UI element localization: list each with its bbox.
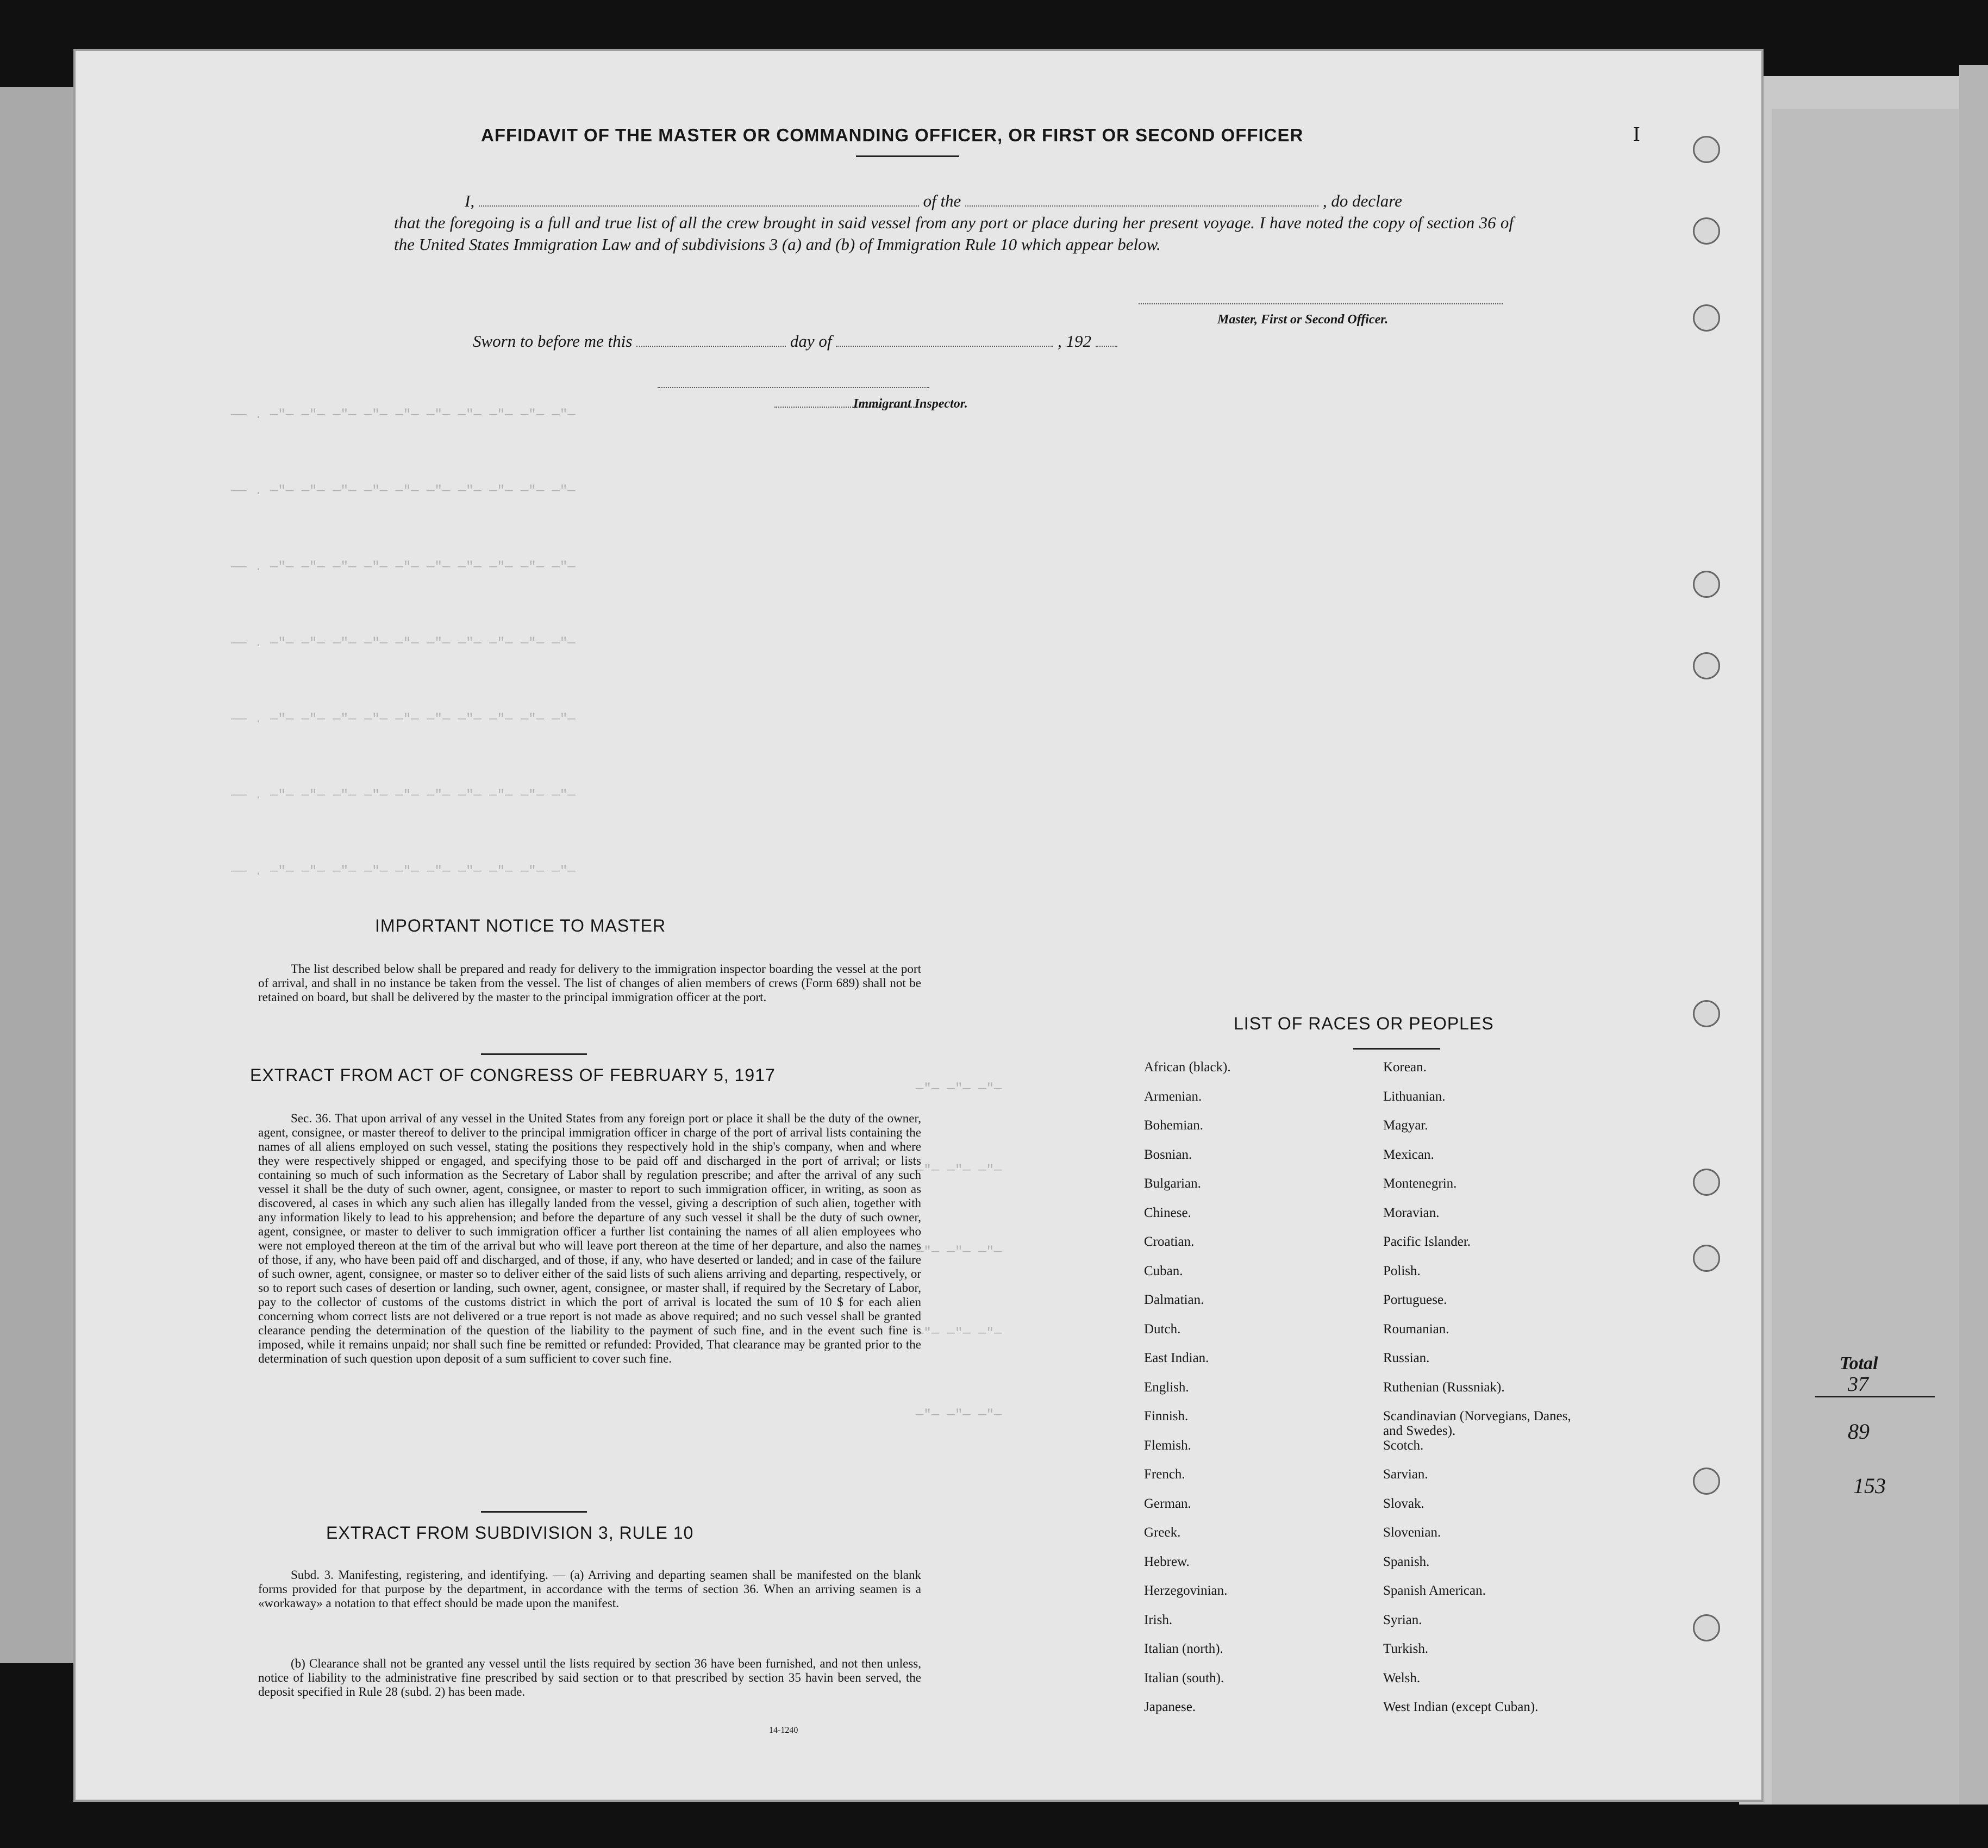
race-item: East Indian.: [1144, 1351, 1209, 1365]
total-value-1: 37: [1848, 1373, 1868, 1396]
inspector-signature-label: Immigrant Inspector.: [853, 397, 968, 411]
race-item: Armenian.: [1144, 1089, 1202, 1104]
race-item: Dalmatian.: [1144, 1293, 1204, 1307]
race-item: Cuban.: [1144, 1263, 1183, 1278]
race-item: English.: [1144, 1379, 1189, 1395]
race-item: Bosnian.: [1144, 1147, 1192, 1162]
show-through-row: —"— —"— —"—: [916, 1326, 1002, 1341]
do-declare-label: , do declare: [1322, 191, 1402, 210]
race-item: Ruthenian (Russniak).: [1383, 1379, 1505, 1395]
race-item: Hebrew.: [1144, 1554, 1190, 1569]
race-item: Turkish.: [1383, 1641, 1429, 1656]
act-title-rule: [481, 1053, 587, 1055]
races-title: LIST OF RACES OR PEOPLES: [1234, 1014, 1494, 1033]
right-page-edge: [1959, 65, 1988, 1805]
rule-body-b: (b) Clearance shall not be granted any vessel until the lists required by section 36 have been furnished, and not then unless, notice of liability to the administrative fine prescribed by said section or to that prescribed by section 35 havin been served, the deposit specified in Rule 28 (subd. 2) has been made.: [258, 1657, 921, 1699]
race-item: Greek.: [1144, 1525, 1181, 1540]
race-item: Spanish American.: [1383, 1583, 1486, 1598]
sworn-day-blank[interactable]: [636, 346, 786, 347]
race-item: Korean.: [1383, 1060, 1427, 1075]
sworn-line: [473, 332, 1117, 351]
affidavit-line-1: [394, 191, 1514, 211]
race-item: Bulgarian.: [1144, 1176, 1201, 1191]
race-item: Bohemian.: [1144, 1118, 1204, 1133]
act-title: EXTRACT FROM ACT OF CONGRESS OF FEBRUARY 5, 1917: [250, 1065, 776, 1085]
show-through-row: —— . —"— —"— —"— —"— —"— —"— —"— —"— —"— —"—: [231, 484, 576, 498]
show-through-row: —— . —"— —"— —"— —"— —"— —"— —"— —"— —"— —"—: [231, 864, 576, 879]
race-item: Japanese.: [1144, 1700, 1196, 1714]
act-body: Sec. 36. That upon arrival of any vessel in the United States from any foreign port or place it shall be the duty of the owner, agent, consignee, or master thereof to deliver to the principal immigration officer in charge of the port of arrival lists containing the names of all aliens employed on such vessel, stating the positions they respectively hold in the ship's company, when and where they were respectively shipped or engaged, and specifying those to be paid off and discharged in the port of arrival; or lists containing so much of such information as the Secretary of Labor shall by regulation prescribe; and after the arrival of any such vessel it shall be the duty of such owner, agent, consignee, or master to report to such immigration officer, in writing, as soon as discovered, al cases in which any such alien has illegally landed from the vessel, giving a description of such alien, together with any information likely to lead to his apprehension; and before the departure of any such vessel it shall be the duty of such owner, agent, consignee, or master to deliver to such immigration officer a further list containing the names of all alien employees who were not employed thereon at the tim of the arrival but who will leave port thereon at the time of her departure, and also the names of those, if any, who have been paid off and discharged, and of those, if any, who have deserted or landed; and in case of the failure of such owner, agent, consignee, or master so to deliver either of the said lists of such aliens arriving and departing, respectively, or so to report such cases of desertion or landing, such owner, agent, consignee, or master shall, if required by the Secretary of Labor, pay to the collector of customs of the customs district in which the port of arrival is located the sum of 10 $ for each alien concerning whom correct lists are not delivered or a true report is not made as above required; and no such vessel shall be granted clearance pending the determination of the question of the liability to the payment of such fine, and in the event such fine is imposed, while it remains unpaid; nor shall such fine be remitted or refunded: Provided, That clearance may be granted prior to the determination of such question upon deposit of a sum sufficient to cover such fine.: [258, 1112, 921, 1365]
race-item: Croatian.: [1144, 1234, 1195, 1249]
binding-hole: [1693, 217, 1720, 245]
race-item: Lithuanian.: [1383, 1089, 1446, 1104]
race-item: Slovak.: [1383, 1496, 1424, 1511]
race-item: Finnish.: [1144, 1409, 1189, 1424]
race-item: Chinese.: [1144, 1205, 1191, 1220]
total-label: Total: [1840, 1353, 1878, 1373]
show-through-row: —— . —"— —"— —"— —"— —"— —"— —"— —"— —"— —"—: [231, 712, 576, 727]
show-through-row: —"— —"— —"—: [916, 1163, 1002, 1178]
race-item: Russian.: [1383, 1351, 1430, 1365]
title-underline: [856, 155, 959, 157]
notice-body: The list described below shall be prepared and ready for delivery to the immigration inspector boarding the vessel at the port of arrival, and shall in no instance be taken from the vessel. The list of changes of alien members of crews (Form 689) shall not be retained on board, but shall be delivered by the master to the principal immigration officer at the port.: [258, 962, 921, 1004]
underlying-page-2: [1772, 109, 1967, 1805]
master-signature-label: Master, First or Second Officer.: [1217, 313, 1389, 327]
race-item: Mexican.: [1383, 1147, 1434, 1162]
race-item: Welsh.: [1383, 1670, 1421, 1685]
year-label: , 192: [1057, 332, 1091, 351]
races-title-rule: [1353, 1048, 1440, 1050]
page-number: I: [1633, 123, 1640, 146]
race-item: Slovenian.: [1383, 1525, 1441, 1540]
sworn-label: Sworn to before me this: [473, 332, 633, 351]
show-through-row: —— . —"— —"— —"— —"— —"— —"— —"— —"— —"— —"—: [231, 560, 576, 575]
affidavit-sheet: [73, 49, 1764, 1802]
race-item: Syrian.: [1383, 1612, 1422, 1627]
race-item: Roumanian.: [1383, 1321, 1449, 1337]
race-item: Moravian.: [1383, 1205, 1440, 1220]
rule-body-a: Subd. 3. Manifesting, registering, and identifying. — (a) Arriving and departing seamen shall be manifested on the blank forms provided for that purpose by the department, in accordance with the terms of section 36. When an arriving seamen is a «workaway» a notation to that effect should be made upon the manifest.: [258, 1568, 921, 1610]
declarant-name-blank[interactable]: [479, 205, 919, 207]
form-number: 14-1240: [769, 1726, 798, 1735]
race-item: Italian (north).: [1144, 1641, 1223, 1656]
day-of-label: day of: [790, 332, 832, 351]
race-item: Italian (south).: [1144, 1670, 1224, 1685]
race-item: Irish.: [1144, 1612, 1173, 1627]
binding-hole: [1693, 304, 1720, 332]
race-item: Sarvian.: [1383, 1467, 1428, 1482]
of-the-label: of the: [923, 191, 961, 210]
show-through-row: —"— —"— —"—: [916, 1408, 1002, 1422]
notice-title: IMPORTANT NOTICE TO MASTER: [375, 916, 666, 935]
race-item: Montenegrin.: [1383, 1176, 1457, 1191]
race-item: Portuguese.: [1383, 1293, 1447, 1307]
total-rule-1: [1815, 1396, 1935, 1397]
binding-hole: [1693, 571, 1720, 598]
binding-hole: [1693, 1000, 1720, 1027]
declarant-i: I,: [465, 191, 475, 210]
left-page-edge: [0, 87, 82, 1663]
rule-title-rule: [481, 1511, 587, 1513]
show-through-row: —— . —"— —"— —"— —"— —"— —"— —"— —"— —"— —"—: [231, 408, 576, 422]
binding-hole: [1693, 1245, 1720, 1272]
binding-hole: [1693, 1614, 1720, 1641]
show-through-row: —— . —"— —"— —"— —"— —"— —"— —"— —"— —"— —"—: [231, 788, 576, 803]
race-item: Scandinavian (Norvegians, Danes, and Swedes).: [1383, 1409, 1571, 1438]
affidavit-title: AFFIDAVIT OF THE MASTER OR COMMANDING OFFICER, OR FIRST OR SECOND OFFICER: [481, 125, 1304, 145]
race-item: West Indian (except Cuban).: [1383, 1700, 1539, 1714]
rule-title: EXTRACT FROM SUBDIVISION 3, RULE 10: [326, 1523, 694, 1543]
inspector-signature-line[interactable]: [658, 387, 929, 388]
binding-hole: [1693, 1169, 1720, 1196]
race-item: Magyar.: [1383, 1118, 1428, 1133]
vessel-name-blank[interactable]: [965, 205, 1318, 207]
binding-hole: [1693, 1468, 1720, 1495]
show-through-row: —"— —"— —"—: [916, 1082, 1002, 1096]
race-item: Dutch.: [1144, 1321, 1181, 1337]
race-item: Pacific Islander.: [1383, 1234, 1471, 1249]
binding-hole: [1693, 136, 1720, 163]
sworn-month-blank[interactable]: [836, 346, 1053, 347]
race-item: Scotch.: [1383, 1438, 1424, 1453]
race-item: German.: [1144, 1496, 1191, 1511]
show-through-row: —— . —"— —"— —"— —"— —"— —"— —"— —"— —"— —"—: [231, 636, 576, 651]
master-signature-line[interactable]: [1139, 303, 1503, 304]
race-item: Polish.: [1383, 1263, 1421, 1278]
year-blank[interactable]: [1096, 346, 1117, 347]
race-item: Spanish.: [1383, 1554, 1430, 1569]
race-item: African (black).: [1144, 1060, 1231, 1075]
race-item: Herzegovinian.: [1144, 1583, 1228, 1598]
race-item: French.: [1144, 1467, 1185, 1482]
race-item: Flemish.: [1144, 1438, 1191, 1453]
total-value-2: 89: [1848, 1419, 1870, 1444]
show-through-row: —"— —"— —"—: [916, 1245, 1002, 1259]
affidavit-body: that the foregoing is a full and true list of all the crew brought in said vessel from any port or place during her present voyage. I have noted the copy of section 36 of the United States Immigration Law and of subdivisions 3 (a) and (b) of Immigration Rule 10 which appear below.: [394, 213, 1514, 254]
total-value-3: 153: [1853, 1474, 1886, 1498]
binding-hole: [1693, 652, 1720, 679]
